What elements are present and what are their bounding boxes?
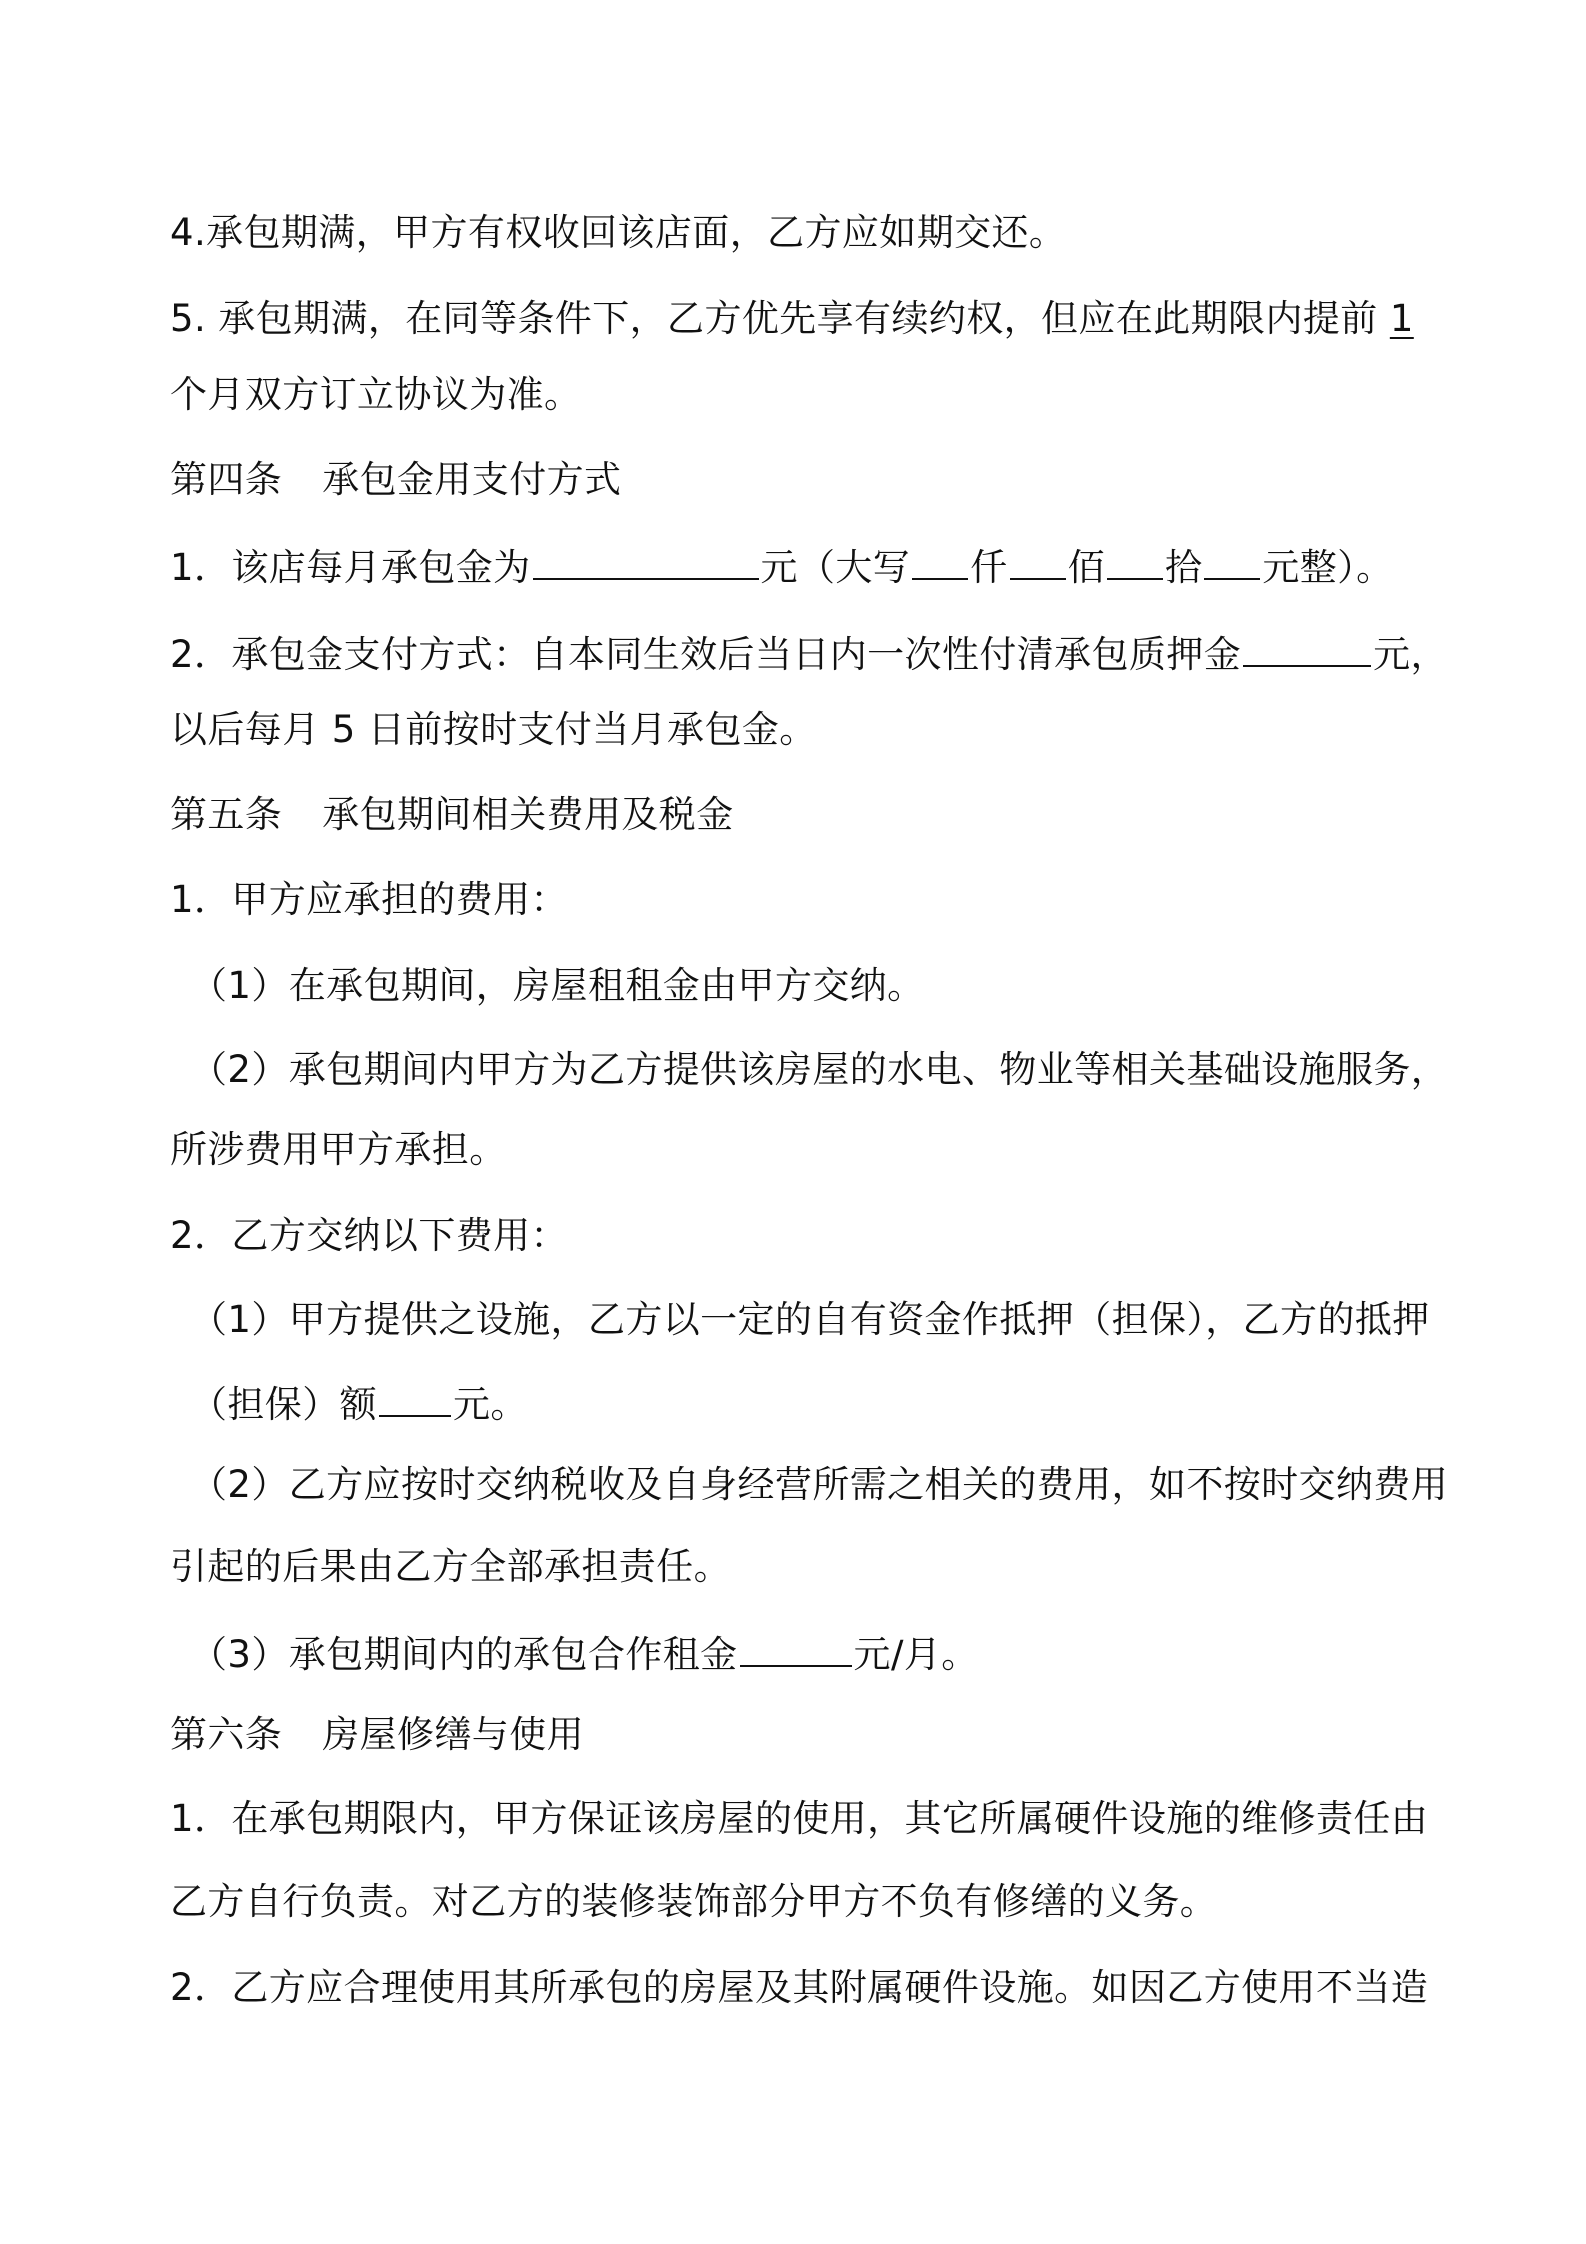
- article-6-item-2: 2．乙方应合理使用其所承包的房屋及其附属硬件设施。如因乙方使用不当造: [170, 1966, 1429, 2009]
- article-6-item-1: 1．在承包期限内，甲方保证该房屋的使用，其它所属硬件设施的维修责任由: [170, 1797, 1429, 1840]
- article-5-item-2-sub-1-cont: （担保）额 元。: [190, 1377, 528, 1430]
- article-4-heading: 第四条 承包金用支付方式: [170, 458, 622, 501]
- guarantee-amount-blank: [379, 1377, 451, 1417]
- article-4-item-2-cont: 以后每月 5 日前按时支付当月承包金。: [170, 708, 817, 751]
- article-5-heading: 第五条 承包期间相关费用及税金: [170, 793, 734, 836]
- article-6-item-1-cont: 乙方自行负责。对乙方的装修装饰部分甲方不负有修缮的义务。: [170, 1880, 1218, 1923]
- article-5-item-2-sub-2: （2）乙方应按时交纳税收及自身经营所需之相关的费用，如不按时交纳费用: [190, 1463, 1449, 1506]
- clause-3-item-5-cont: 个月双方订立协议为准。: [170, 373, 582, 416]
- article-5-item-2-sub-3: （3）承包期间内的承包合作租金 元/月。: [190, 1627, 979, 1680]
- monthly-fee-blank: [533, 540, 759, 580]
- cooperation-rent-blank: [740, 1627, 852, 1667]
- article-6-heading: 第六条 房屋修缮与使用: [170, 1713, 585, 1756]
- article-5-item-2-sub-1: （1）甲方提供之设施，乙方以一定的自有资金作抵押（担保），乙方的抵押: [190, 1298, 1430, 1341]
- article-5-item-1: 1．甲方应承担的费用：: [170, 878, 568, 921]
- article-5-item-2: 2．乙方交纳以下费用：: [170, 1214, 568, 1257]
- article-4-item-2: 2．承包金支付方式：自本同生效后当日内一次性付清承包质押金 元，: [170, 627, 1448, 680]
- deposit-blank: [1243, 627, 1371, 667]
- clause-3-item-5: 5. 承包期满，在同等条件下，乙方优先享有续约权，但应在此期限内提前 1: [170, 297, 1414, 340]
- article-5-item-1-sub-1: （1）在承包期间，房屋租租金由甲方交纳。: [190, 964, 925, 1007]
- hundreds-blank: [1010, 540, 1066, 580]
- clause-3-item-4: 4.承包期满，甲方有权收回该店面，乙方应如期交还。: [170, 211, 1067, 254]
- thousands-blank: [912, 540, 968, 580]
- article-5-item-2-sub-2-cont: 引起的后果由乙方全部承担责任。: [170, 1545, 731, 1588]
- article-5-item-1-sub-2: （2）承包期间内甲方为乙方提供该房屋的水电、物业等相关基础设施服务，: [190, 1048, 1449, 1091]
- article-4-item-1: 1．该店每月承包金为 元（大写 仟 佰 拾 元整）。: [170, 540, 1393, 593]
- notice-months-value: 1: [1389, 297, 1414, 340]
- tens-blank: [1107, 540, 1163, 580]
- units-blank: [1204, 540, 1260, 580]
- article-5-item-1-sub-2-cont: 所涉费用甲方承担。: [170, 1128, 507, 1171]
